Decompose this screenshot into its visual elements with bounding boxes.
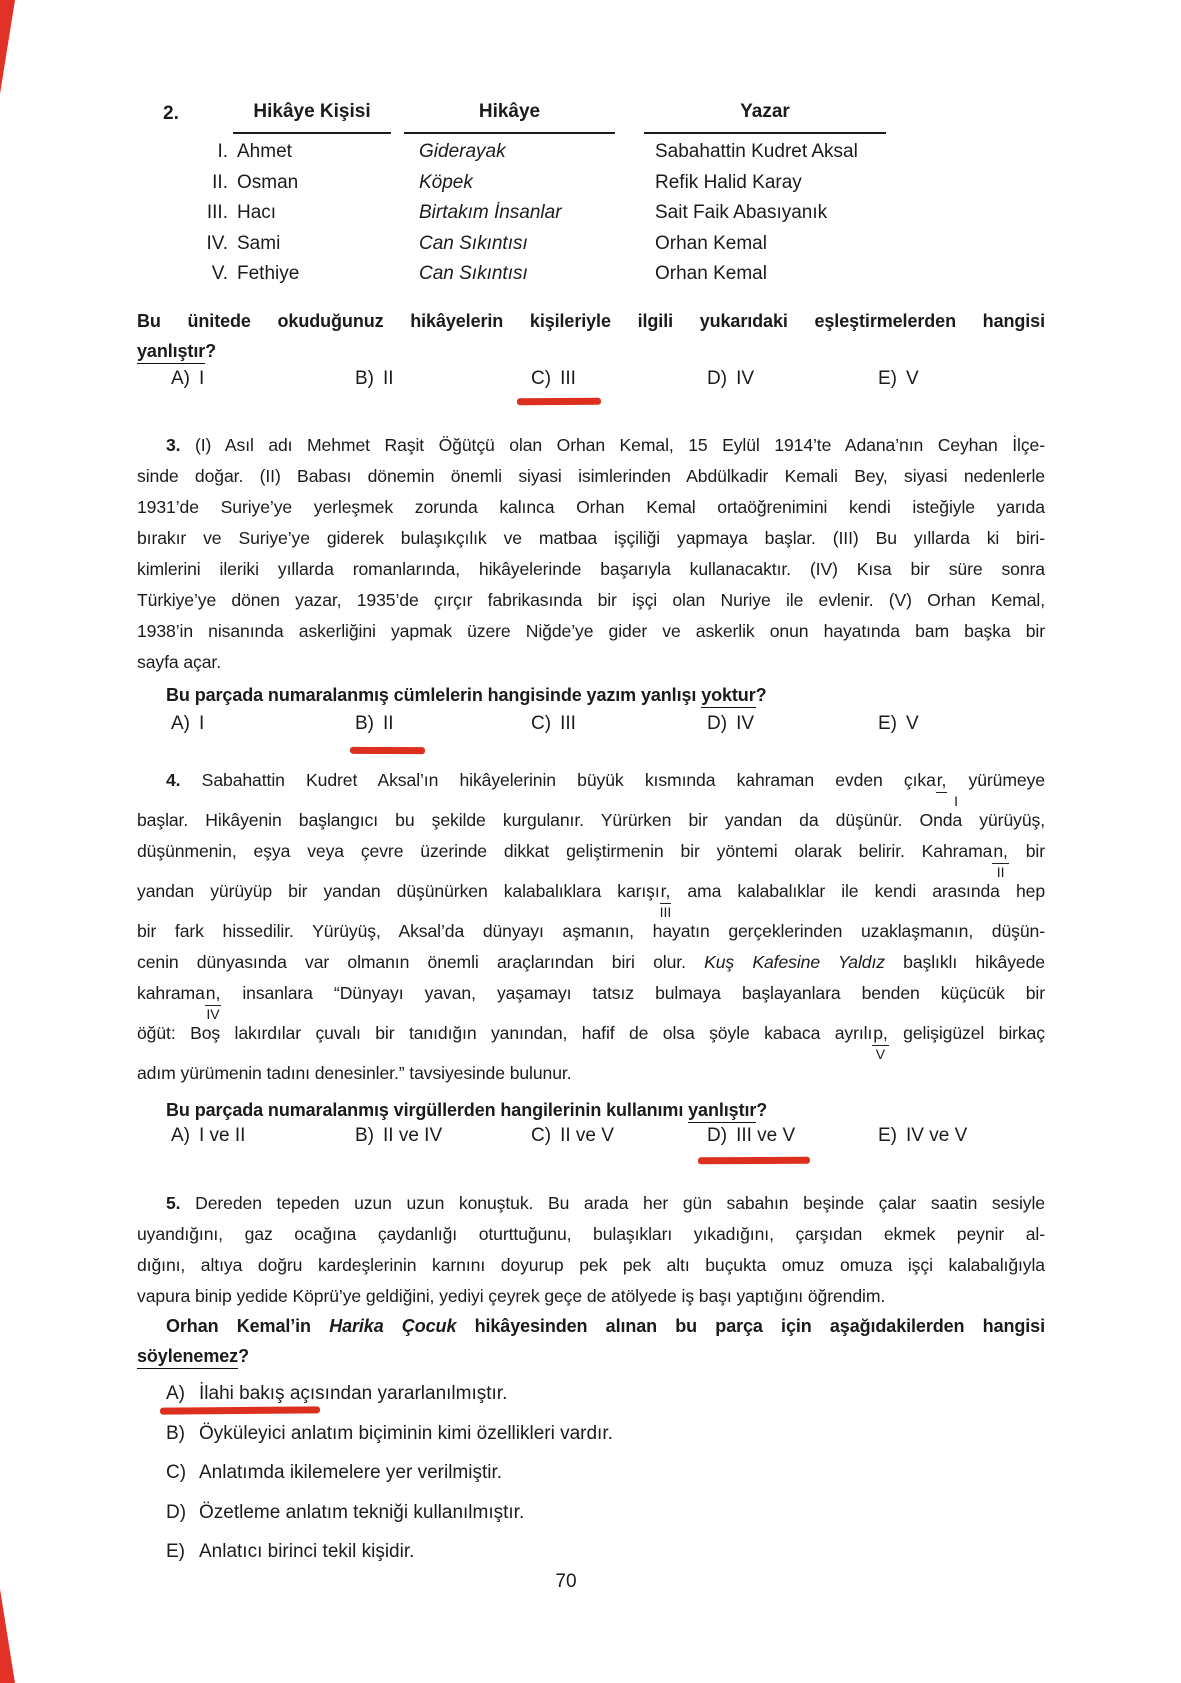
text-segment: ? xyxy=(205,341,217,361)
question-5-paragraph xyxy=(137,1188,1045,1312)
text-segment: Bu ünitede okuduğunuz hikâyelerin kişileriyle ilgili yukarıdaki eşleştirmelerden hangisi xyxy=(137,311,1045,331)
text-line xyxy=(137,978,1045,1022)
text-segment: sayfa açar. xyxy=(137,652,221,672)
question-2-stem xyxy=(137,306,1045,366)
text-segment: 1938’in nisanında askerliğini yapmak üzere Niğde’ye gider ve askerlik onun hayatında bam başka bir xyxy=(137,621,1045,641)
text-segment: 3. xyxy=(166,435,181,455)
text-segment: adım yürümenin tadını denesinler.” tavsiyesinde bulunur. xyxy=(137,1063,572,1083)
answer-option xyxy=(171,1125,245,1147)
option-value: V xyxy=(906,713,919,734)
text-line xyxy=(137,1095,1045,1125)
text-line xyxy=(137,836,1045,880)
marked-comma: r, III xyxy=(659,881,672,920)
option-value: III xyxy=(560,713,576,734)
option-text: Anlatımda ikilemelere yer verilmiştir. xyxy=(199,1462,503,1483)
table-header-person: Hikâye Kişisi xyxy=(233,101,391,134)
option-value: III xyxy=(560,368,576,389)
text-line xyxy=(137,616,1045,647)
text-segment: başlıklı hikâyede xyxy=(884,952,1045,972)
text-line xyxy=(137,1281,1045,1312)
text-segment: cenin dünyasında var olmanın önemli araçlarından biri olur. xyxy=(137,952,705,972)
option-label: E) xyxy=(878,368,897,389)
text-segment: öğüt: Boş lakırdılar çuvalı bir tanıdığın yanından, hafif de olsa şöyle kabaca ayrılı xyxy=(137,1023,873,1043)
text-segment: gelişigüzel birkaç xyxy=(888,1023,1045,1043)
text-segment: Bu parçada numaralanmış cümlelerin hangisinde yazım yanlışı xyxy=(166,685,702,705)
marker-numeral: IV xyxy=(206,1006,220,1022)
answer-mark-red-underline xyxy=(698,1157,810,1164)
option-value: II ve IV xyxy=(383,1125,443,1146)
text-segment: Dereden tepeden uzun uzun konuştuk. Bu arada her gün sabahın beşinde çalar saatin sesiyle xyxy=(180,1193,1045,1213)
answer-option xyxy=(878,368,919,390)
text-segment: vapura binip yedide Köprü’ye geldiğini, yediyi çeyrek geçe de atölyede iş başı yaptığını öğrendim. xyxy=(137,1286,886,1306)
text-line xyxy=(137,916,1045,947)
question-4-paragraph xyxy=(137,765,1045,1089)
question-2-options xyxy=(137,368,1045,395)
option-text: Özetleme anlatım tekniği kullanılmıştır. xyxy=(199,1501,525,1523)
option-value: III ve V xyxy=(736,1125,796,1146)
table-row xyxy=(137,233,1045,264)
table-cell-person: Hacı xyxy=(237,202,277,223)
text-line xyxy=(137,336,1045,366)
answer-option xyxy=(166,1381,1046,1421)
text-segment: sinde doğar. (II) Babası dönemin önemli siyasi isimlerinden Abdülkadir Kemali Bey, siyasi nedenlerle xyxy=(137,466,1045,486)
text-line xyxy=(137,585,1045,616)
text-segment: dığını, altıya doğru kardeşlerinin karnını doyurup pek pek altı buçukta omuz omuza işçi kalabalığıyla xyxy=(137,1255,1045,1275)
option-label: A) xyxy=(171,1125,190,1146)
text-segment: ? xyxy=(756,1100,768,1120)
text-segment: 1931’de Suriye’ye yerleşmek zorunda kalınca Orhan Kemal ortaöğrenimini kendi isteğiyle yarıda xyxy=(137,497,1045,517)
option-label: B) xyxy=(355,713,374,734)
table-cell-num: I. xyxy=(217,141,228,162)
text-line xyxy=(137,1250,1045,1281)
table-cell-story: Giderayak xyxy=(419,141,506,162)
question-5-stem xyxy=(137,1311,1045,1371)
text-segment: ama kalabalıklar ile kendi arasında hep xyxy=(671,881,1045,901)
answer-option xyxy=(166,1539,1046,1579)
table-cell-person: Fethiye xyxy=(237,263,300,284)
option-label: C) xyxy=(166,1462,187,1483)
answer-option xyxy=(878,713,919,735)
text-segment: yoktur xyxy=(701,685,755,708)
question-3-options xyxy=(137,713,1045,740)
option-value: IV ve V xyxy=(906,1125,968,1146)
option-label: D) xyxy=(707,1125,728,1146)
text-segment: (I) Asıl adı Mehmet Raşit Öğütçü olan Orhan Kemal, 15 Eylül 1914’te Adana’nın Ceyhan İlçe- xyxy=(180,435,1045,455)
option-label: D) xyxy=(707,713,728,734)
option-label: D) xyxy=(166,1501,187,1523)
answer-option xyxy=(166,1500,1046,1540)
option-label: B) xyxy=(355,368,374,389)
table-cell-author: Sait Faik Abasıyanık xyxy=(655,202,828,223)
option-label: E) xyxy=(166,1541,185,1562)
answer-mark-red-underline xyxy=(350,747,425,754)
text-line xyxy=(137,1018,1045,1062)
text-segment: Bu parçada numaralanmış virgüllerden hangilerinin kullanımı xyxy=(166,1100,689,1120)
table-cell-story: Can Sıkıntısı xyxy=(419,263,528,284)
text-segment: insanlara “Dünyayı yavan, yaşamayı tatsız bulmaya başlayanlara benden küçücük bir xyxy=(221,983,1045,1003)
marked-comma: p, V xyxy=(873,1023,888,1062)
answer-option xyxy=(166,1460,1046,1500)
answer-option xyxy=(355,368,394,390)
text-segment: yanlıştır xyxy=(137,341,205,364)
question-4-stem xyxy=(137,1095,1045,1125)
text-segment: bir fark hissedilir. Yürüyüş, Aksal’da dünyayı aşmanın, hayatın gerçeklerinden uzaklaşmanın, düşün- xyxy=(137,921,1045,941)
text-line xyxy=(137,1219,1045,1250)
option-label: C) xyxy=(531,1125,552,1146)
text-line xyxy=(137,876,1045,920)
text-segment: hikâyesinden alınan bu parça için aşağıdakilerden hangisi xyxy=(456,1316,1045,1336)
text-segment: uyandığını, gaz ocağına çaydanlığı oturttuğunu, bulaşıkları yıkadığını, çarşıdan ekmek peynir al- xyxy=(137,1224,1045,1244)
question-2-number: 2. xyxy=(163,103,179,124)
marked-comma: n, II xyxy=(993,841,1008,880)
text-segment: ? xyxy=(238,1346,249,1366)
option-value: I xyxy=(199,713,205,734)
marker-numeral: III xyxy=(659,904,672,920)
answer-option xyxy=(171,368,204,390)
page-number: 70 xyxy=(555,1571,577,1592)
answer-option xyxy=(531,713,576,735)
option-label: E) xyxy=(878,1125,897,1146)
text-line xyxy=(137,1058,1045,1089)
text-segment: 4. xyxy=(166,770,181,790)
text-segment: ? xyxy=(755,685,767,705)
text-line xyxy=(137,647,1045,678)
option-value: I ve II xyxy=(199,1125,246,1146)
text-line xyxy=(137,765,1045,809)
text-segment: Kuş Kafesine Yaldız xyxy=(704,952,885,972)
table-cell-num: V. xyxy=(211,263,228,284)
text-line xyxy=(137,554,1045,585)
question-3-stem xyxy=(137,680,1045,710)
question-4-options xyxy=(137,1125,1045,1152)
option-value: IV xyxy=(736,713,755,734)
text-line xyxy=(137,1311,1045,1341)
answer-option xyxy=(166,1421,1046,1461)
text-segment: Sabahattin Kudret Aksal’ın hikâyelerinin büyük kısmında kahraman evden çıka xyxy=(180,770,936,790)
answer-option xyxy=(171,713,204,735)
option-value: II ve V xyxy=(560,1125,614,1146)
answer-option xyxy=(707,1125,795,1147)
option-value: IV xyxy=(736,368,755,389)
text-segment: Harika Çocuk xyxy=(329,1316,457,1336)
answer-option xyxy=(707,713,754,735)
option-text: İlahi bakış açısından yararlanılmıştır. xyxy=(199,1383,508,1404)
text-line xyxy=(137,1341,1045,1371)
table-row xyxy=(137,263,1045,294)
text-segment: kimlerini ileriki yıllarda romanlarında, hikâyelerinde başarıyla kullanacaktır. (IV) Kısa bir süre sonra xyxy=(137,559,1045,579)
table-cell-story: Can Sıkıntısı xyxy=(419,232,528,254)
text-segment: Türkiye’ye dönen yazar, 1935’de çırçır fabrikasında bir işçi olan Nuriye ile evlenir. (V) Orhan Kemal, xyxy=(137,590,1045,610)
marker-numeral: II xyxy=(996,864,1005,880)
option-text: Öyküleyici anlatım biçiminin kimi özellikleri vardır. xyxy=(199,1422,613,1444)
marked-comma: r, I xyxy=(936,770,948,793)
text-segment: yürümeye xyxy=(947,770,1045,790)
marker-numeral: V xyxy=(875,1046,886,1062)
question-3-paragraph xyxy=(137,430,1045,678)
table-cell-author: Sabahattin Kudret Aksal xyxy=(655,141,858,162)
text-segment: söylenemez xyxy=(137,1346,238,1369)
answer-option xyxy=(531,368,576,390)
text-segment: bir xyxy=(1008,841,1045,861)
table-header-author: Yazar xyxy=(644,101,886,134)
table-row xyxy=(137,141,1045,172)
text-segment: başlar. Hikâyenin başlangıcı bu şekilde kurgulanır. Yürürken bir yandan da düşünür. Onda yürüyüş, xyxy=(137,810,1045,830)
option-label: A) xyxy=(171,713,190,734)
option-text: Anlatıcı birinci tekil kişidir. xyxy=(199,1541,415,1562)
text-line xyxy=(137,306,1045,336)
text-segment: yanlıştır xyxy=(688,1100,756,1123)
option-value: I xyxy=(199,368,205,389)
table-cell-author: Orhan Kemal xyxy=(655,263,767,284)
text-line xyxy=(137,1188,1045,1219)
answer-option xyxy=(355,1125,442,1147)
text-line xyxy=(137,947,1045,978)
text-line xyxy=(137,805,1045,836)
scan-corner-top-left xyxy=(0,0,15,94)
option-value: V xyxy=(906,368,919,389)
table-cell-person: Sami xyxy=(237,232,281,254)
table-cell-person: Ahmet xyxy=(237,141,292,162)
text-segment: 5. xyxy=(166,1193,181,1213)
answer-mark-red-underline xyxy=(160,1406,320,1414)
text-segment: düşünmenin, eşya veya çevre üzerinde dikkat geliştirmenin bir yöntemi olarak belirir. Kahrama xyxy=(137,841,993,861)
option-label: D) xyxy=(707,368,728,389)
text-segment: bırakır ve Suriye’ye giderek bulaşıkçılık ve matbaa işçiliği yapmaya başlar. (III) Bu yıllarda ki biri- xyxy=(137,528,1045,548)
answer-mark-red-underline xyxy=(517,398,601,405)
table-cell-story: Birtakım İnsanlar xyxy=(419,202,562,223)
marked-comma: n, IV xyxy=(205,983,221,1022)
answer-option xyxy=(707,368,754,390)
text-line xyxy=(137,461,1045,492)
option-label: C) xyxy=(531,713,552,734)
table-row xyxy=(137,172,1045,203)
option-label: B) xyxy=(166,1422,185,1444)
answer-option xyxy=(531,1125,614,1147)
option-label: B) xyxy=(355,1125,374,1146)
table-cell-person: Osman xyxy=(237,171,299,193)
text-line xyxy=(137,680,1045,710)
text-segment: yandan yürüyüp bir yandan düşünürken kalabalıklara karışı xyxy=(137,881,660,901)
table-cell-num: III. xyxy=(206,202,228,223)
answer-option xyxy=(878,1125,967,1147)
option-label: A) xyxy=(171,368,190,389)
scan-corner-bottom-left xyxy=(0,1589,15,1683)
table-cell-story: Köpek xyxy=(419,171,473,193)
answer-option xyxy=(355,713,394,735)
option-label: C) xyxy=(531,368,552,389)
text-line xyxy=(137,523,1045,554)
table-cell-author: Refik Halid Karay xyxy=(655,171,802,193)
option-label: A) xyxy=(166,1383,185,1404)
question-2-table xyxy=(137,141,1045,294)
option-value: II xyxy=(383,713,394,734)
option-value: II xyxy=(383,368,394,389)
table-row xyxy=(137,202,1045,233)
table-header-story: Hikâye xyxy=(404,101,615,134)
text-segment: Orhan Kemal’in xyxy=(166,1316,330,1336)
table-cell-num: II. xyxy=(212,171,228,193)
text-line xyxy=(137,430,1045,461)
option-label: E) xyxy=(878,713,897,734)
table-cell-author: Orhan Kemal xyxy=(655,232,767,254)
text-line xyxy=(137,492,1045,523)
table-cell-num: IV. xyxy=(206,232,228,254)
marker-numeral: I xyxy=(954,793,958,809)
text-segment: kahrama xyxy=(137,983,205,1003)
